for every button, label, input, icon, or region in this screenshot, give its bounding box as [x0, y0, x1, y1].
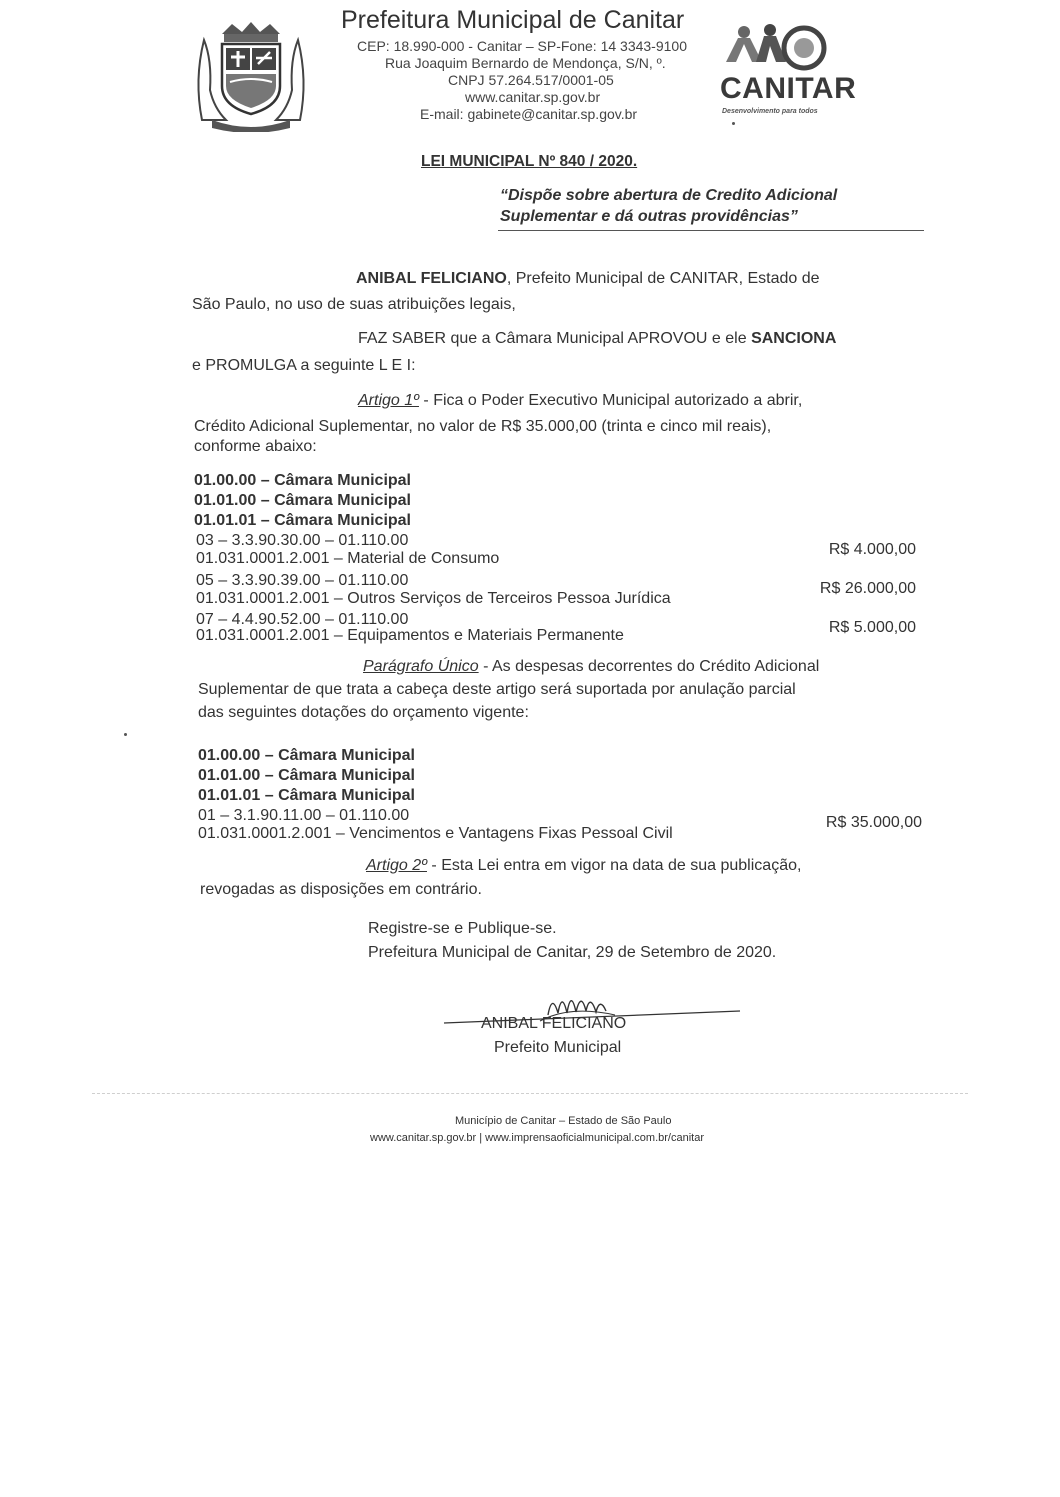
lei-text: L E I:: [378, 357, 416, 374]
paragrafo-line-2: Suplementar de que trata a cabeça deste artigo será suportada por anulação parcial: [198, 681, 796, 698]
paragrafo-line-1: [363, 658, 819, 676]
aprovou-text: APROVOU: [627, 330, 708, 347]
dotacao-code: 07 – 4.4.90.52.00 – 01.110.00: [196, 611, 409, 628]
dotacao-description: 01.031.0001.2.001 – Equipamentos e Materiais Permanente: [196, 627, 624, 644]
footer-websites: www.canitar.sp.gov.br | www.imprensaoficialmunicipal.com.br/canitar: [370, 1132, 705, 1144]
signatory-role: Prefeito Municipal: [494, 1039, 622, 1056]
anulacao-org-2: 01.01.00 – Câmara Municipal: [198, 767, 415, 784]
anulacao-org-1: 01.00.00 – Câmara Municipal: [198, 747, 415, 764]
closing-registre: Registre-se e Publique-se.: [368, 920, 557, 937]
anulacao-code: 01 – 3.1.90.11.00 – 01.110.00: [198, 807, 410, 824]
header-website: www.canitar.sp.gov.br: [465, 89, 601, 105]
header-address: Rua Joaquim Bernardo de Mendonça, S/N, º.: [385, 55, 666, 71]
dotacao-amount: R$ 5.000,00: [828, 619, 916, 636]
dotacao-code: 05 – 3.3.90.39.00 – 01.110.00: [196, 572, 409, 589]
artigo-1-line-1: [358, 392, 802, 410]
canitar-logo: [712, 22, 870, 122]
scan-speck: [124, 733, 127, 736]
dotacao-description: 01.031.0001.2.001 – Outros Serviços de Terceiros Pessoa Jurídica: [196, 590, 671, 607]
dotacao-org-2: 01.01.00 – Câmara Municipal: [194, 492, 411, 509]
sanciona-text: SANCIONA: [751, 330, 837, 347]
dotacao-description: 01.031.0001.2.001 – Material de Consumo: [196, 550, 500, 567]
header-cnpj: CNPJ 57.264.517/0001-05: [448, 72, 614, 88]
municipal-crest-icon: [192, 20, 310, 132]
artigo-1-line-2: Crédito Adicional Suplementar, no valor de R$ 35.000,00 (trinta e cinco mil reais),: [194, 418, 772, 435]
paragrafo-label: Parágrafo Único: [363, 658, 479, 675]
e-text: e: [192, 357, 206, 374]
anulacao-org-3: 01.01.01 – Câmara Municipal: [198, 787, 415, 804]
artigo-1-text: - Fica o Poder Executivo Municipal autorizado a abrir,: [418, 392, 803, 409]
closing-date: Prefeitura Municipal de Canitar, 29 de Setembro de 2020.: [368, 944, 777, 961]
signatory-name: ANIBAL FELICIANO: [481, 1015, 627, 1032]
faz-saber-line-2: [192, 357, 416, 375]
scan-speck: [732, 122, 735, 125]
artigo-2-line-1: [366, 857, 801, 875]
preamble-line-1: [356, 270, 820, 288]
dotacao-org-3: 01.01.01 – Câmara Municipal: [194, 512, 411, 529]
anulacao-description: 01.031.0001.2.001 – Vencimentos e Vantagens Fixas Pessoal Civil: [198, 825, 673, 842]
ementa-underline: [498, 230, 924, 231]
preamble-line-2: São Paulo, no uso de suas atribuições legais,: [192, 296, 516, 313]
footer-municipality: Município de Canitar – Estado de São Paulo: [455, 1115, 672, 1127]
faz-saber-line-1: [358, 330, 836, 348]
paragrafo-text: - As despesas decorrentes do Crédito Adicional: [478, 658, 820, 675]
law-ementa: “Dispõe sobre abertura de Credito Adicional Suplementar e dá outras providências”: [500, 187, 838, 225]
faz-saber-text: FAZ SABER que a Câmara Municipal: [358, 330, 628, 347]
paragrafo-line-3: das seguintes dotações do orçamento vigente:: [198, 704, 529, 721]
seguinte-text: a seguinte: [296, 357, 379, 374]
dotacao-code: 03 – 3.3.90.30.00 – 01.110.00: [196, 532, 409, 549]
e-ele-text: e ele: [707, 330, 752, 347]
dotacao-amount: R$ 4.000,00: [828, 541, 916, 558]
anulacao-amount: R$ 35.000,00: [825, 814, 922, 831]
dotacao-org-1: 01.00.00 – Câmara Municipal: [194, 472, 411, 489]
header-cep-phone: CEP: 18.990-000 - Canitar – SP-Fone: 14 3343-9100: [357, 38, 687, 54]
header-email: E-mail: gabinete@canitar.sp.gov.br: [420, 106, 638, 122]
municipality-title: Prefeitura Municipal de Canitar: [341, 6, 685, 34]
footer-divider: [92, 1093, 968, 1094]
artigo-1-label: Artigo 1º: [358, 392, 419, 409]
logo-tagline: Desenvolvimento para todos: [722, 108, 818, 115]
preamble-text: , Prefeito Municipal de CANITAR, Estado de: [506, 270, 820, 287]
dotacao-amount: R$ 26.000,00: [819, 580, 916, 597]
artigo-2-label: Artigo 2º: [366, 857, 427, 874]
artigo-2-line-2: revogadas as disposições em contrário.: [200, 881, 482, 898]
law-title: LEI MUNICIPAL Nº 840 / 2020.: [421, 153, 638, 170]
artigo-2-text: - Esta Lei entra em vigor na data de sua publicação,: [426, 857, 802, 874]
promulga-text: PROMULGA: [205, 357, 297, 374]
mayor-name: ANIBAL FELICIANO: [356, 270, 507, 287]
logo-wordmark: CANITAR: [720, 72, 857, 105]
artigo-1-line-3: conforme abaixo:: [194, 438, 317, 455]
